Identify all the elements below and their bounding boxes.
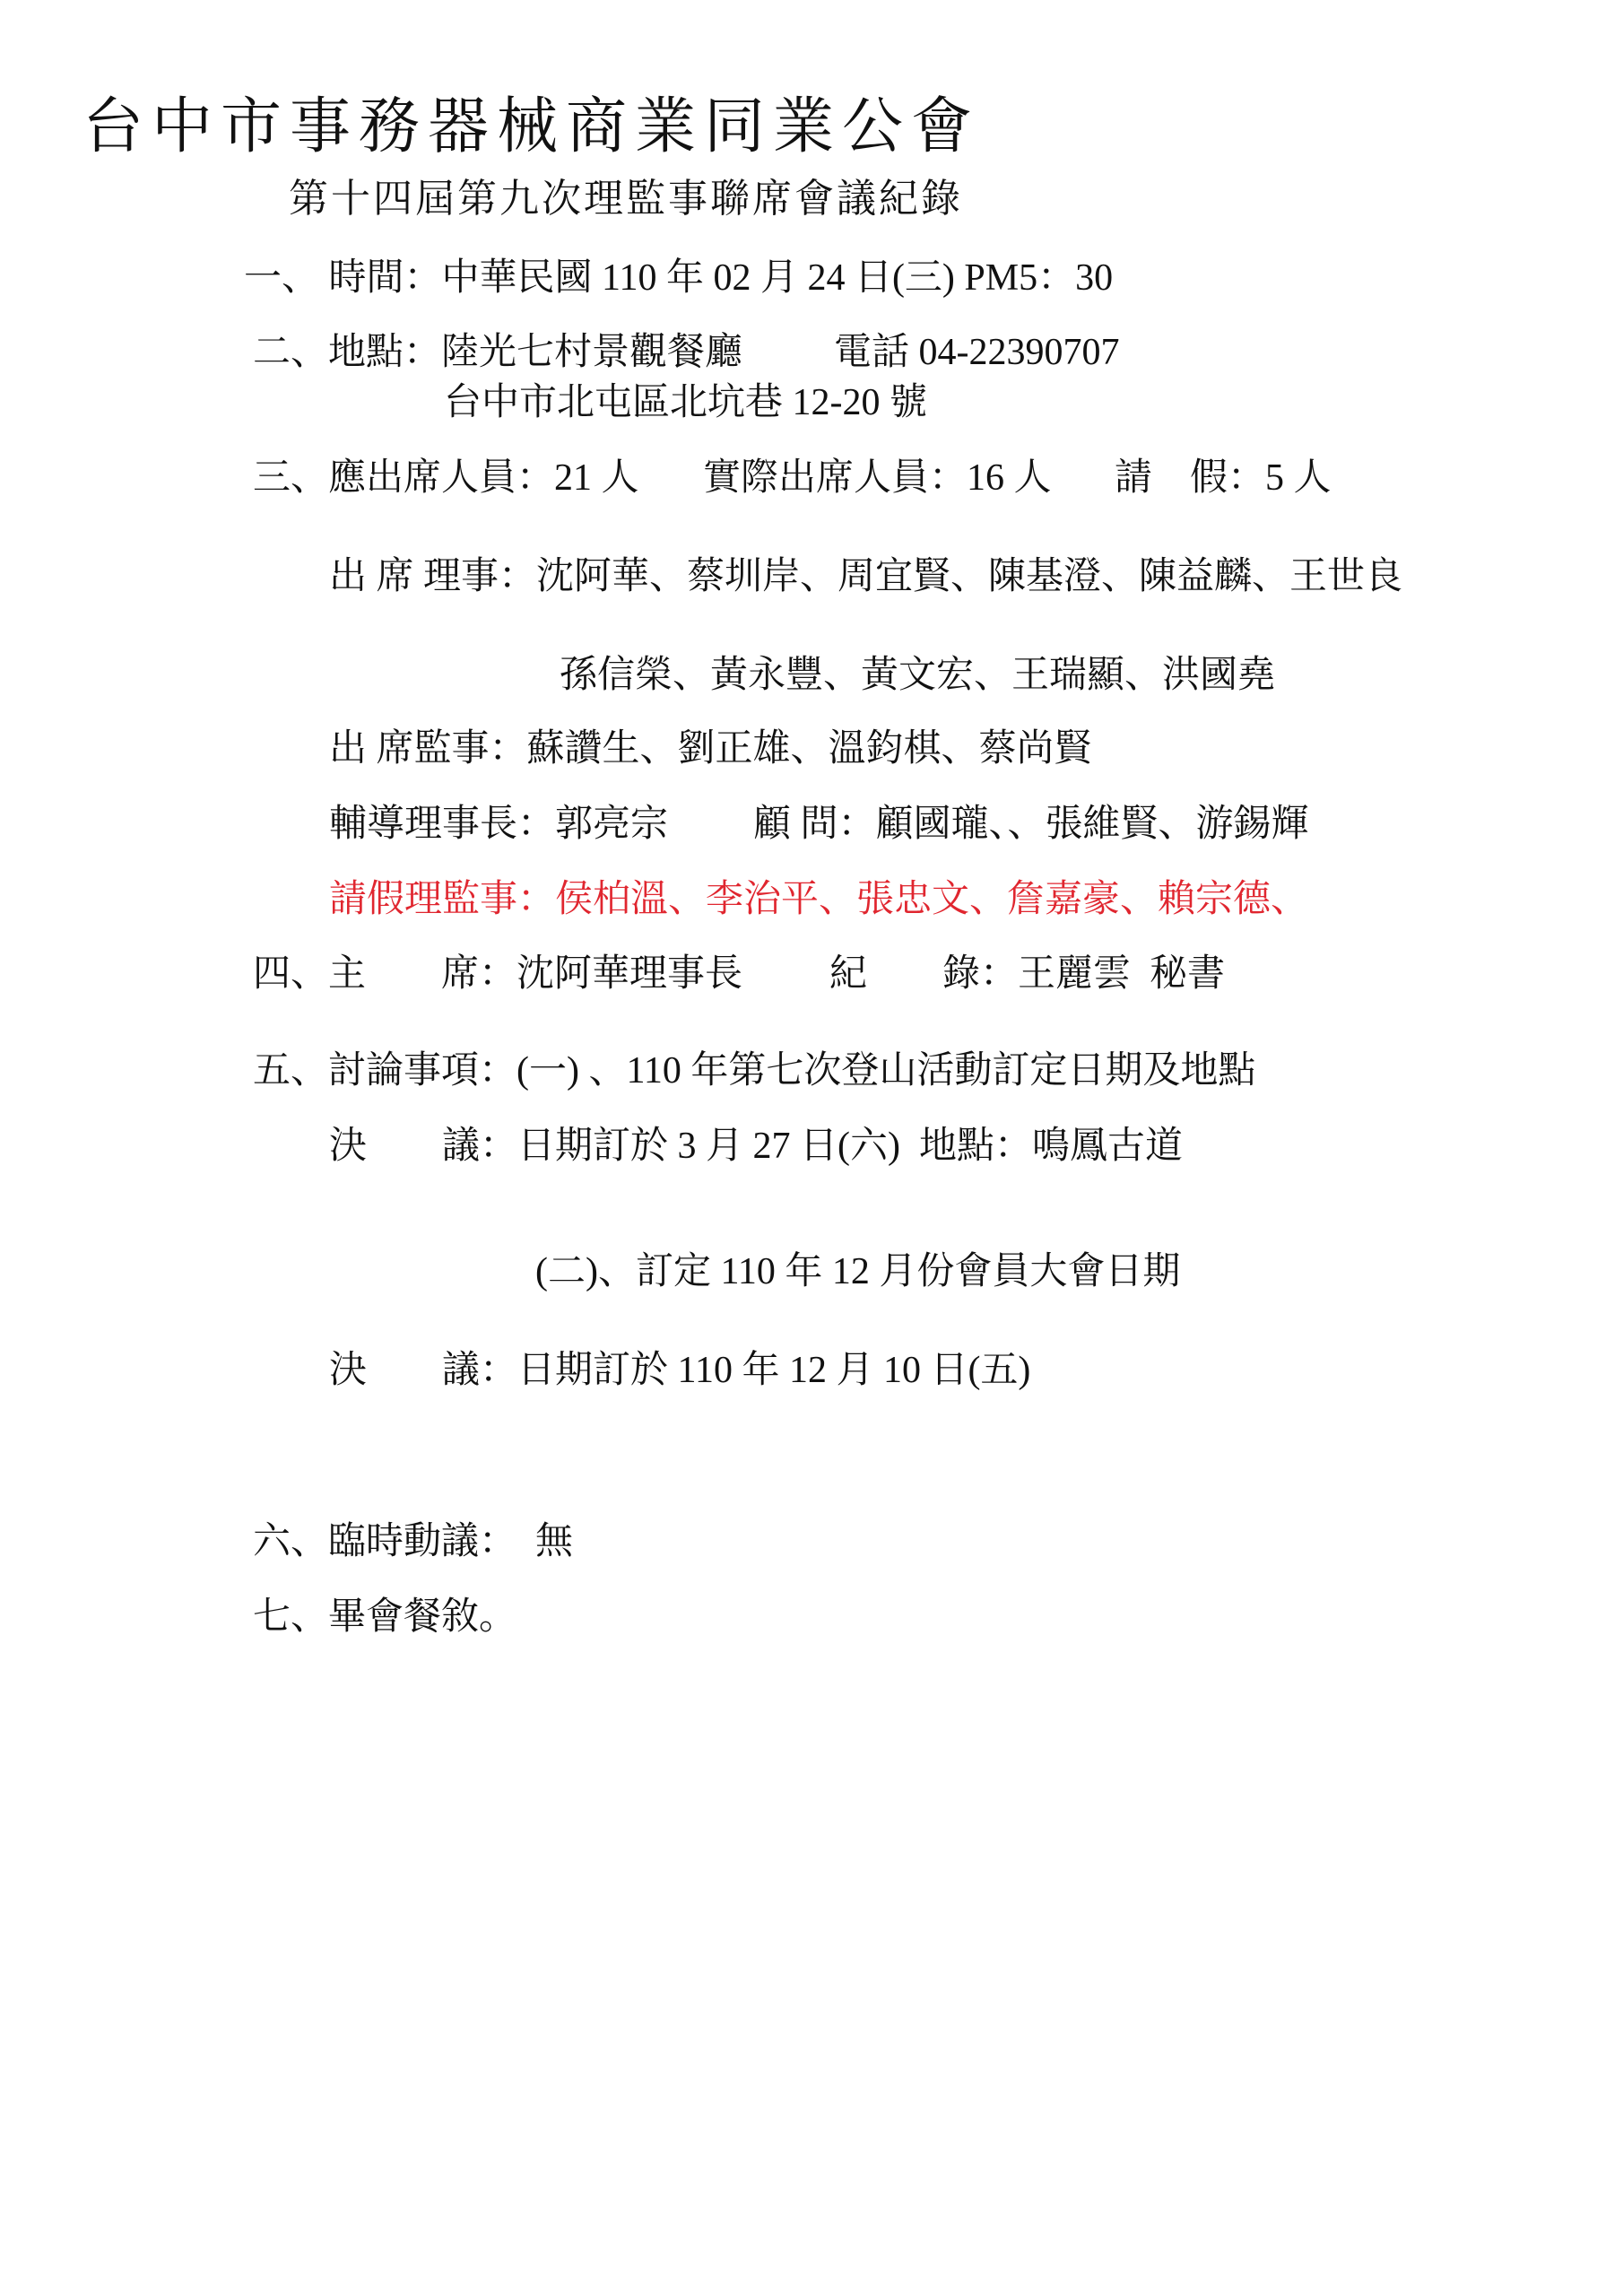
resolution-1: 決 議：日期訂於 3 月 27 日(六) 地點：鳴鳳古道 [329,1126,1183,1167]
item-phone: 電話 04-22390707 [834,332,1120,373]
directors-present-line-1: 出 席 理事：沈阿華、蔡圳岸、周宜賢、陳基澄、陳益麟、王世良 [329,556,1403,597]
item-adjourn: 七、畢會餐敘。 [253,1596,517,1638]
item-time: 一、 時間：中華民國 110 年 02 月 24 日(三) PM5：30 [244,257,1114,299]
item-attendance-leave: 請 假：5 人 [1115,457,1332,499]
on-leave-members: 請假理監事：侯柏溫、李治平、張忠文、詹嘉豪、賴宗德、 [329,879,1309,920]
item-location: 二、地點：陸光七村景觀餐廳 [253,332,743,373]
item-recorder: 紀 錄：王麗雲 秘書 [829,953,1226,995]
item-attendance-expected: 三、應出席人員：21 人 [253,457,639,499]
discussion-item-2: (二)、訂定 110 年 12 月份會員大會日期 [535,1251,1181,1292]
item-motions: 六、臨時動議： 無 [253,1521,574,1562]
discussion-item-1: 五、討論事項：(一) 、110 年第七次登山活動訂定日期及地點 [253,1050,1256,1091]
item-chair: 四、主 席：沈阿華理事長 [253,953,743,995]
item-address: 台中市北屯區北坑巷 12-20 號 [444,382,927,423]
advisors: 顧 問：顧國瓏、、張維賢、游錫輝 [753,804,1309,845]
supervisors-present: 出 席監事：蘇讚生、劉正雄、溫鈞棋、蔡尚賢 [329,728,1092,770]
item-attendance-actual: 實際出席人員：16 人 [703,457,1052,499]
resolution-2: 決 議：日期訂於 110 年 12 月 10 日(五) [329,1350,1031,1391]
directors-present-line-2: 孫信榮、黃永豐、黃文宏、王瑞顯、洪國堯 [560,655,1276,696]
guidance-chair: 輔導理事長：郭亮宗 [329,804,669,845]
meeting-title: 第十四屆第九次理監事聯席會議紀錄 [289,176,963,222]
organization-title: 台中市事務器械商業同業公會 [82,91,981,162]
